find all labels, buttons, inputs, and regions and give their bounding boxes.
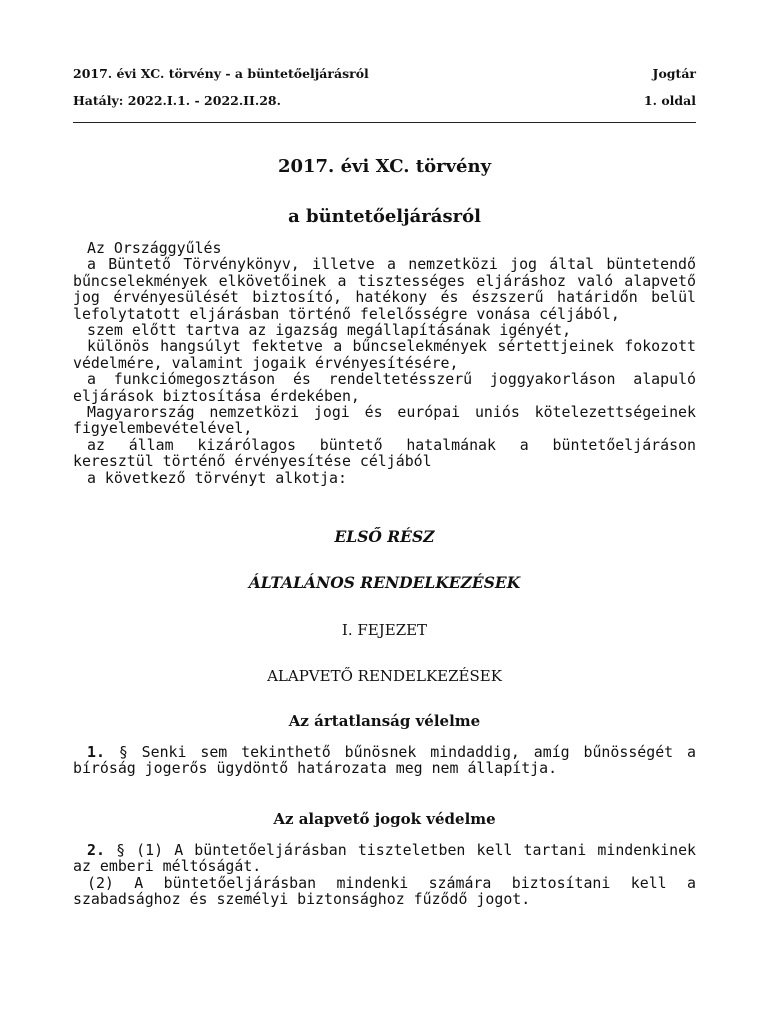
law-title: 2017. évi XC. törvény: [277, 156, 492, 177]
part-title-heading: ÁLTALÁNOS RENDELKEZÉSEK: [248, 573, 521, 592]
preamble-line: a Büntető Törvénykönyv, illetve a nemzetközi jog által büntetendő bűncselekmények elkövetőinek a tisztességes eljáráshoz való alapvető jog érvényesülését biztosító, hatékony és észszerű határidőn belül lefolytatott eljárásban történő felelősségre vonása céljából,: [73, 255, 696, 323]
running-header-line2: [73, 93, 696, 108]
preamble-line: az állam kizárólagos büntető hatalmának a büntetőeljáráson keresztül történő érvényesítése céljából: [73, 435, 696, 471]
preamble-line: a következő törvényt alkotja:: [87, 468, 347, 487]
section2-heading: Az alapvető jogok védelme: [273, 810, 496, 828]
header-divider: [73, 122, 696, 123]
section-text: § Senki sem tekinthető bűnösnek mindaddig, amíg bűnösségét a bíróság jogerős ügydöntő határozata meg nem állapítja.: [73, 743, 696, 778]
header-page-number: 1. oldal: [643, 93, 696, 108]
section-number: 2.: [87, 841, 105, 859]
preamble-line: szem előtt tartva az igazság megállapításának igényét,: [87, 321, 572, 340]
header-law-title: 2017. évi XC. törvény - a büntetőeljárásról: [73, 66, 369, 81]
preamble-line: Az Országgyűlés: [87, 239, 222, 257]
section-text: § (1) A büntetőeljárásban tiszteletben kell tartani mindenkinek az emberi méltóságát.: [73, 841, 697, 876]
preamble-line: Magyarország nemzetközi jogi és európai uniós kötelezettségeinek figyelembevételével,: [73, 403, 696, 438]
running-header-line1: [73, 66, 696, 81]
law-subtitle: a büntetőeljárásról: [288, 206, 481, 227]
header-source: Jogtár: [652, 66, 696, 81]
section-2: [73, 842, 696, 908]
section-paragraph: (2) A büntetőeljárásban mindenki számára biztosítani kell a szabadsághoz és személyi biztonsághoz fűződő jogot.: [73, 873, 696, 909]
header-validity: Hatály: 2022.I.1. - 2022.II.28.: [73, 93, 281, 108]
preamble: [73, 240, 696, 486]
chapter-heading: I. FEJEZET: [341, 621, 428, 639]
preamble-line: a funkciómegosztáson és rendeltetésszerű joggyakorláson alapuló eljárások biztosítása érdekében,: [73, 370, 696, 405]
chapter-title-heading: ALAPVETŐ RENDELKEZÉSEK: [267, 667, 502, 685]
section-number: 1.: [87, 743, 105, 761]
section-1: [73, 744, 696, 777]
preamble-line: különös hangsúlyt fektetve a bűncselekmények sértettjeinek fokozott védelmére, valamint jogaik érvényesítésére,: [73, 337, 696, 372]
section1-heading: Az ártatlanság vélelme: [288, 712, 481, 730]
part-heading: ELSŐ RÉSZ: [334, 527, 435, 546]
